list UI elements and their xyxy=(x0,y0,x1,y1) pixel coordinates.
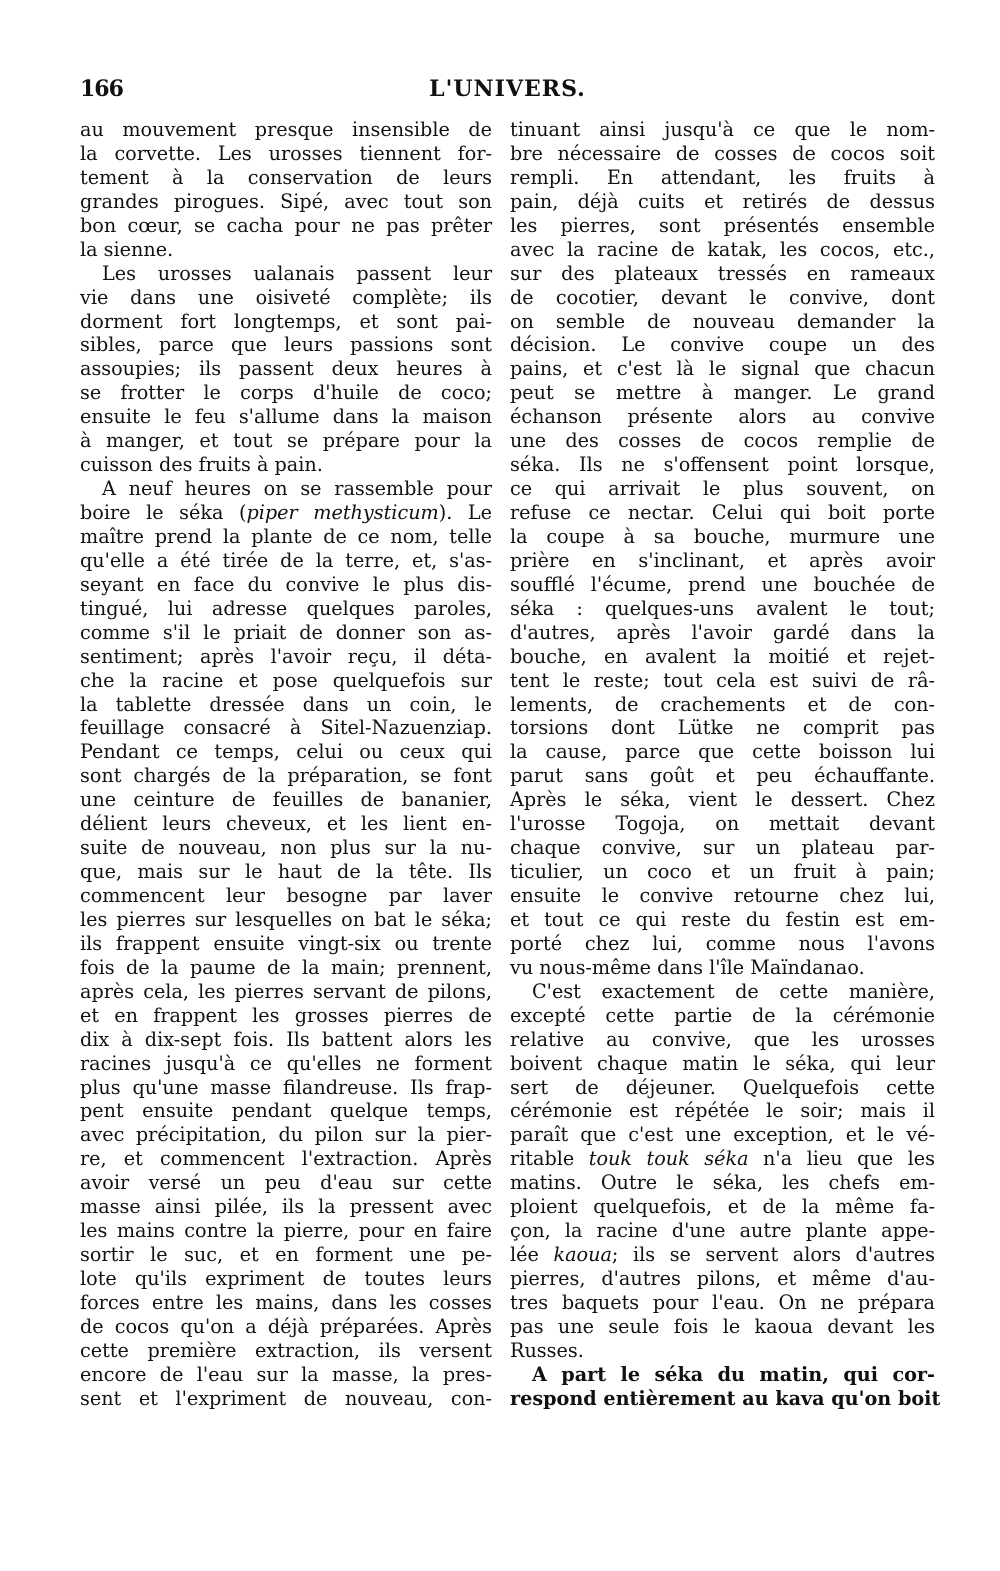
text-line: et tout ce qui reste du festin est em- xyxy=(510,907,935,931)
text-line: Les urosses ualanais passent leur xyxy=(102,261,492,285)
text-line: pains, et c'est là le signal que chacun xyxy=(510,357,935,381)
text-line: vu nous-même dans l'île Maïndanao. xyxy=(510,955,865,979)
text-line: la tablette dressée dans un coin, le xyxy=(80,692,492,716)
text-line: excepté cette partie de la cérémonie xyxy=(510,1003,935,1027)
text-line: che la racine et pose quelquefois sur xyxy=(80,668,492,692)
text-line: pas une seule fois le kaoua devant les xyxy=(510,1314,935,1338)
text-line: çon, la racine d'une autre plante appe- xyxy=(510,1219,935,1243)
text-line: de cocos qu'on a déjà préparées. Après xyxy=(80,1314,492,1338)
text-line: ensuite le feu s'allume dans la maison xyxy=(80,405,492,429)
text-line: pierres, d'autres pilons, et même d'au- xyxy=(510,1267,935,1290)
text-line: grandes pirogues. Sipé, avec tout son xyxy=(80,189,492,213)
text-line: que, mais sur le haut de la tête. Ils xyxy=(80,860,492,884)
italic-term: piper methysticum xyxy=(246,501,439,524)
text-line: une des cosses de cocos remplie de xyxy=(510,429,935,453)
text-line: rempli. En attendant, les fruits à xyxy=(510,165,935,189)
text-line: tres baquets pour l'eau. On ne prépara xyxy=(510,1290,935,1314)
text-line: commencent leur besogne par laver xyxy=(80,884,492,907)
text-line: avec la racine de katak, les cocos, etc., xyxy=(510,237,935,261)
text-line: torsions dont Lütke ne comprit pas xyxy=(510,716,935,740)
text-line: sur des plateaux tressés en rameaux xyxy=(510,261,935,285)
text-line: maître prend la plante de ce nom, telle xyxy=(80,524,492,548)
text-line: paraît que c'est une exception, et le vé- xyxy=(510,1123,935,1147)
text-line: assoupies; ils passent deux heures à xyxy=(80,357,492,381)
text-line: de cocotier, devant le convive, dont xyxy=(510,285,935,309)
text-line: porté chez lui, comme nous l'avons xyxy=(510,931,935,955)
text-line: bouche, en avalent la moitié et rejet- xyxy=(510,644,935,668)
text-line: dix à dix-sept fois. Ils battent alors les xyxy=(80,1027,492,1051)
text-line: re, et commencent l'extraction. Après xyxy=(80,1147,492,1171)
text-line: tinuant ainsi jusqu'à ce que le nom- xyxy=(510,118,935,141)
text-line: ploient quelquefois, et de la même fa- xyxy=(510,1195,935,1219)
text-line: tingué, lui adresse quelques paroles, xyxy=(80,596,492,620)
text-line: une ceinture de feuilles de bananier, xyxy=(80,788,492,812)
text-line: cérémonie est répétée le soir; mais il xyxy=(510,1099,935,1123)
text-line: se frotter le corps d'huile de coco; xyxy=(80,381,492,405)
text-line: lote qu'ils expriment de toutes leurs xyxy=(80,1267,492,1290)
text-line: au mouvement presque insensible de xyxy=(80,118,492,141)
page-number: 166 xyxy=(80,76,123,102)
italic-term: touk touk séka xyxy=(588,1147,749,1171)
text-line: on semble de nouveau demander la xyxy=(510,309,935,333)
text-line: après cela, les pierres servant de pilons, xyxy=(80,979,492,1003)
text-line: lée kaoua; ils se servent alors d'autres xyxy=(510,1243,935,1267)
text-line: refuse ce nectar. Celui qui boit porte xyxy=(510,501,935,524)
text-line: parut sans goût et peu échauffante. xyxy=(510,764,935,788)
text-line: d'autres, après l'avoir gardé dans la xyxy=(510,620,935,644)
text-line: sentiment; après l'avoir reçu, il déta- xyxy=(80,644,492,668)
text-line: pent ensuite pendant quelque temps, xyxy=(80,1099,492,1123)
text-line: plus qu'une masse filandreuse. Ils frap- xyxy=(80,1075,492,1099)
text-line: chaque convive, sur un plateau par- xyxy=(510,836,935,860)
text-line: tent le reste; tout cela est suivi de râ- xyxy=(510,668,935,692)
text-line: suite de nouveau, non plus sur la nu- xyxy=(80,836,492,860)
text-line: avec précipitation, du pilon sur la pier- xyxy=(80,1123,492,1147)
text-line: prière en s'inclinant, et après avoir xyxy=(510,548,935,572)
text-line: forces entre les mains, dans les cosses xyxy=(80,1290,492,1314)
text-line: sent et l'expriment de nouveau, con- xyxy=(80,1386,492,1410)
text-line: ce qui arrivait le plus souvent, on xyxy=(510,477,935,501)
text-line: séka : quelques-uns avalent le tout; xyxy=(510,596,935,620)
text-line: masse ainsi pilée, ils la pressent avec xyxy=(80,1195,492,1219)
text-line: la corvette. Les urosses tiennent for- xyxy=(80,141,492,165)
text-line: la sienne. xyxy=(80,237,174,261)
text-line: boivent chaque matin le séka, qui leur xyxy=(510,1051,935,1075)
text-line: A part le séka du matin, qui cor- xyxy=(532,1362,935,1386)
text-line: les pierres, sont présentés ensemble xyxy=(510,213,935,237)
text-line: Pendant ce temps, celui ou ceux qui xyxy=(80,740,492,764)
text-line: les pierres sur lesquelles on bat le séka; xyxy=(80,907,492,931)
text-line: et en frappent les grosses pierres de xyxy=(80,1003,492,1027)
text-line: pain, déjà cuits et retirés de dessus xyxy=(510,189,935,213)
text-line: sert de déjeuner. Quelquefois cette xyxy=(510,1075,935,1099)
text-line: encore de l'eau sur la masse, la pres- xyxy=(80,1362,492,1386)
text-line: ticulier, un coco et un fruit à pain; xyxy=(510,860,935,884)
text-line: échanson présente alors au convive xyxy=(510,405,935,429)
text-line: Après le séka, vient le dessert. Chez xyxy=(510,788,935,812)
text-line: peut se mettre à manger. Le grand xyxy=(510,381,935,405)
text-line: délient leurs cheveux, et les lient en- xyxy=(80,812,492,836)
text-line: boire le séka (piper methysticum). Le xyxy=(80,501,493,524)
text-line: tement à la conservation de leurs xyxy=(80,165,492,189)
text-line: dorment fort longtemps, et sont pai- xyxy=(80,309,492,333)
running-title: L'UNIVERS. xyxy=(429,76,586,102)
italic-term: kaoua xyxy=(553,1243,612,1267)
text-line: qu'elle a été tirée de la terre, et, s'as- xyxy=(80,548,492,572)
text-line: lements, de crachements et de con- xyxy=(510,692,935,716)
text-line: A neuf heures on se rassemble pour xyxy=(102,477,492,501)
text-line: soufflé l'écume, prend une bouchée de xyxy=(510,572,935,596)
text-line: cuisson des fruits à pain. xyxy=(80,453,323,477)
text-line: seyant en face du convive le plus dis- xyxy=(80,572,492,596)
text-line: respond entièrement au kava qu'on boit xyxy=(510,1386,941,1410)
text-line: l'urosse Togoja, on mettait devant xyxy=(510,812,935,836)
text-line: ritable touk touk séka n'a lieu que les xyxy=(510,1147,935,1171)
text-line: bre nécessaire de cosses de cocos soit xyxy=(510,141,935,165)
text-column-left xyxy=(80,118,492,1411)
text-line: matins. Outre le séka, les chefs em- xyxy=(510,1171,935,1195)
text-line: à manger, et tout se prépare pour la xyxy=(80,429,492,453)
text-column-right xyxy=(510,118,941,1411)
text-line: comme s'il le priait de donner son as- xyxy=(80,620,492,644)
text-line: relative au convive, que les urosses xyxy=(510,1027,935,1051)
page-header xyxy=(80,76,935,106)
text-line: avoir versé un peu d'eau sur cette xyxy=(80,1171,492,1195)
text-line: Russes. xyxy=(510,1338,584,1362)
text-line: la cause, parce que cette boisson lui xyxy=(510,740,935,764)
text-line: sibles, parce que leurs passions sont xyxy=(80,333,492,357)
text-line: sortir le suc, et en forment une pe- xyxy=(80,1243,492,1267)
text-line: les mains contre la pierre, pour en faire xyxy=(80,1219,492,1243)
text-line: sont chargés de la préparation, se font xyxy=(80,764,492,788)
text-line: fois de la paume de la main; prennent, xyxy=(80,955,492,979)
text-line: bon cœur, se cacha pour ne pas prêter xyxy=(80,213,492,237)
text-line: C'est exactement de cette manière, xyxy=(532,979,935,1003)
text-line: racines jusqu'à ce qu'elles ne forment xyxy=(80,1051,492,1075)
text-line: vie dans une oisiveté complète; ils xyxy=(80,285,492,309)
text-line: décision. Le convive coupe un des xyxy=(510,333,935,357)
text-line: ensuite le convive retourne chez lui, xyxy=(510,884,935,907)
text-line: ils frappent ensuite vingt-six ou trente xyxy=(80,931,492,955)
text-line: cette première extraction, ils versent xyxy=(80,1338,492,1362)
text-line: feuillage consacré à Sitel-Nazuenziap. xyxy=(80,716,492,740)
text-line: la coupe à sa bouche, murmure une xyxy=(510,524,935,548)
text-line: séka. Ils ne s'offensent point lorsque, xyxy=(510,453,935,477)
